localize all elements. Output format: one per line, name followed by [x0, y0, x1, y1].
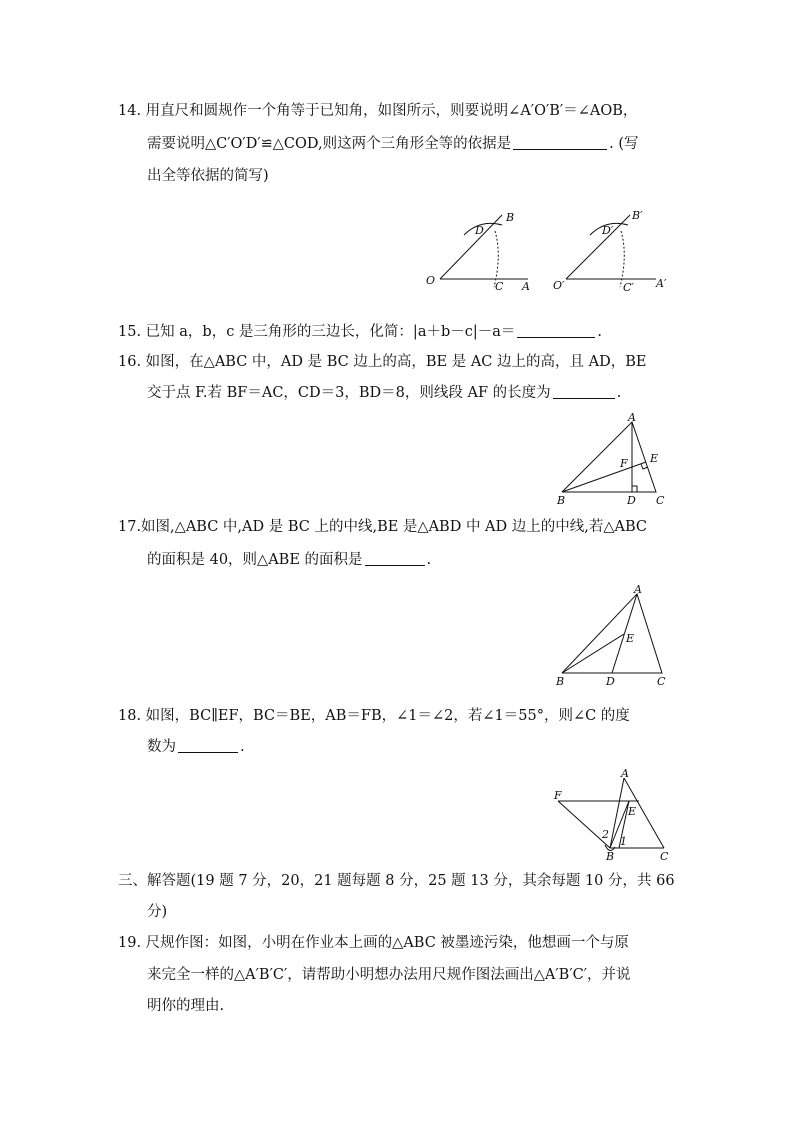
q16-label-a: A: [628, 411, 636, 424]
q17-line-1: 17.如图,△ABC 中,AD 是 BC 上的中线,BE 是△ABD 中 AD 边上的中线,若△ABC: [118, 519, 648, 535]
q14-line-1: 14. 用直尺和圆规作一个角等于已知角，如图所示，则要说明∠A′O′B′＝∠AOB，: [118, 103, 638, 119]
q16-label-b: B: [557, 494, 566, 507]
q14-line-2-text: 需要说明△C′O′D′≌△COD,则这两个三角形全等的依据是: [147, 136, 512, 152]
q19-line-1: 19. 尺规作图：如图，小明在作业本上画的△ABC 被墨迹污染，他想画一个与原: [118, 935, 629, 951]
q14-right-label-d: D′: [602, 224, 614, 237]
q16-line-2-tail: .: [616, 385, 622, 401]
q14-left-label-b: B: [506, 211, 515, 224]
q17-figure: [552, 582, 677, 690]
q14-line-2: [147, 134, 639, 154]
q14-right-label-o: O′: [553, 279, 565, 292]
q15-line: [118, 322, 602, 342]
q18-label-f: F: [554, 789, 562, 802]
q17-label-d: D: [606, 675, 615, 688]
q14-figure: [420, 205, 680, 295]
q18-line-2-tail: .: [240, 739, 245, 755]
q14-answer-blank[interactable]: [513, 135, 607, 150]
q18-label-a: A: [621, 767, 629, 780]
q16-answer-blank[interactable]: [553, 384, 615, 399]
q18-label-c: C: [660, 850, 669, 863]
q15-answer-blank[interactable]: [517, 323, 595, 338]
q16-label-e: E: [650, 452, 659, 465]
q14-line-3: 出全等依据的简写): [147, 168, 269, 184]
q14-left-label-c: C: [495, 280, 504, 293]
q17-label-e: E: [626, 632, 635, 645]
q17-label-a: A: [634, 583, 642, 596]
q17-line-2-text: 的面积是 40，则△ABE 的面积是: [147, 552, 363, 568]
q16-altitude-be: [562, 462, 646, 492]
q18-answer-blank[interactable]: [178, 738, 238, 753]
q16-label-c: C: [656, 494, 665, 507]
q18-label-angle-1: 1: [620, 835, 627, 848]
q18-line-1: 18. 如图，BC∥EF，BC＝BE，AB＝FB，∠1＝∠2，若∠1＝55°，则∠C 的度: [118, 708, 630, 724]
q16-label-d: D: [627, 494, 636, 507]
q18-line-2-text: 数为: [147, 739, 176, 755]
q14-left-ray-ob: [440, 215, 502, 279]
q14-right-label-a: A′: [656, 277, 667, 290]
q15-tail: .: [597, 324, 603, 340]
q16-right-angle-d: [632, 486, 637, 492]
q18-label-angle-2: 2: [602, 828, 609, 841]
q17-answer-blank[interactable]: [365, 551, 425, 566]
q14-right-label-b: B′: [632, 209, 643, 222]
q16-label-f: F: [620, 457, 628, 470]
section3-heading-line-2: 分): [147, 904, 168, 920]
q18-label-e: E: [628, 805, 637, 818]
q17-label-c: C: [657, 675, 666, 688]
q15-text: 15. 已知 a，b，c 是三角形的三边长，化简：|a＋b－c|－a＝: [118, 324, 516, 340]
q16-figure: [552, 410, 677, 508]
q14-left-label-d: D: [475, 224, 484, 237]
q17-label-b: B: [556, 675, 565, 688]
q19-line-3: 明你的理由.: [147, 998, 225, 1014]
q17-triangle-abc: [562, 594, 662, 673]
q17-line-2: [147, 550, 431, 570]
q14-left-label-o: O: [426, 274, 436, 287]
q19-line-2: 来完全一样的△A′B′C′，请帮助小明想办法用尺规作图法画出△A′B′C′，并说: [147, 967, 631, 983]
q16-triangle-abc: [562, 422, 659, 492]
q14-right-ray-ob: [566, 215, 630, 279]
q17-line-2-tail: .: [426, 552, 432, 568]
q16-line-2: [147, 383, 621, 403]
q14-right-label-c: C′: [623, 281, 634, 294]
q14-line-2-tail: . (写: [609, 136, 639, 152]
q18-line-2: [147, 737, 245, 757]
q16-line-1: 16. 如图，在△ABC 中，AD 是 BC 边上的高，BE 是 AC 边上的高，且 AD，BE: [118, 354, 647, 370]
q14-left-label-a: A: [522, 280, 530, 293]
q16-line-2-text: 交于点 F.若 BF＝AC，CD＝3，BD＝8，则线段 AF 的长度为: [147, 385, 551, 401]
q18-figure: [548, 765, 678, 863]
q18-label-b: B: [606, 850, 615, 863]
section3-heading-line-1: 三、解答题(19 题 7 分，20，21 题每题 8 分，25 题 13 分，其余每题 10 分，共 66: [118, 873, 675, 889]
